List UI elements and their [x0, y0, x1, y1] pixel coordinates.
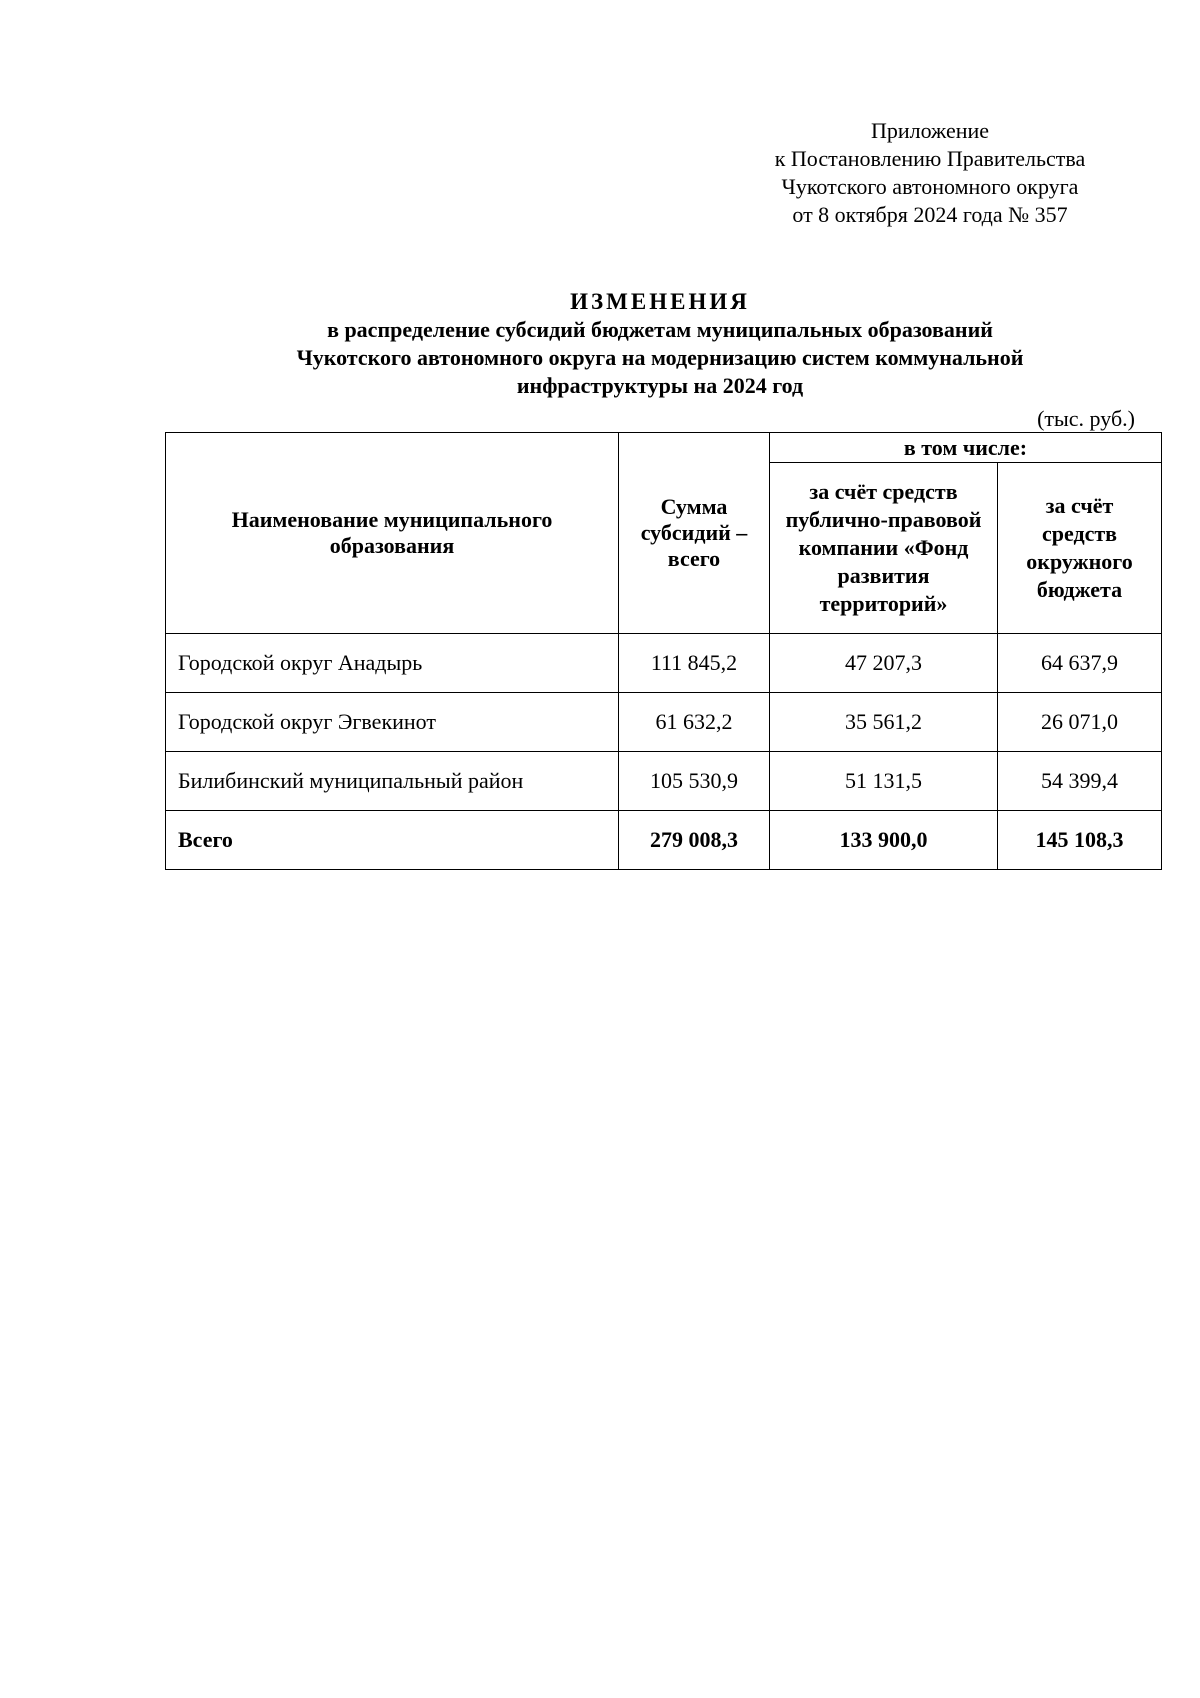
units-label: (тыс. руб.): [1037, 406, 1135, 431]
appendix-line: от 8 октября 2024 года № 357: [792, 202, 1068, 227]
header-fund: за счёт средств публично-правовой компании «Фонд развития территорий»: [770, 463, 998, 634]
appendix-line: Чукотского автономного округа: [781, 174, 1079, 199]
cell-district: 64 637,9: [998, 634, 1162, 693]
cell-name: Билибинский муниципальный район: [166, 752, 619, 811]
header-district: за счёт средств окружного бюджета: [998, 463, 1162, 634]
title-line: Чукотского автономного округа на модернизацию систем коммунальной: [296, 345, 1024, 370]
total-label: Всего: [166, 811, 619, 870]
cell-total: 111 845,2: [619, 634, 770, 693]
cell-fund: 51 131,5: [770, 752, 998, 811]
subsidy-table: [165, 432, 1162, 870]
header-total: Сумма субсидий – всего: [619, 433, 770, 634]
total-district: 145 108,3: [998, 811, 1162, 870]
title-line: в распределение субсидий бюджетам муниципальных образований: [327, 317, 993, 342]
total-fund: 133 900,0: [770, 811, 998, 870]
table-row: [166, 634, 1162, 693]
cell-fund: 35 561,2: [770, 693, 998, 752]
cell-total: 61 632,2: [619, 693, 770, 752]
appendix-line: к Постановлению Правительства: [774, 146, 1086, 171]
title-line: инфраструктуры на 2024 год: [516, 373, 804, 398]
total-sum: 279 008,3: [619, 811, 770, 870]
header-including: в том числе:: [770, 433, 1162, 463]
table-header-row: [166, 433, 1162, 463]
cell-name: Городской округ Анадырь: [166, 634, 619, 693]
document-title: [190, 288, 1130, 400]
cell-district: 26 071,0: [998, 693, 1162, 752]
cell-name: Городской округ Эгвекинот: [166, 693, 619, 752]
cell-total: 105 530,9: [619, 752, 770, 811]
cell-district: 54 399,4: [998, 752, 1162, 811]
table-row: [166, 752, 1162, 811]
title-heading: ИЗМЕНЕНИЯ: [570, 289, 750, 314]
table-total-row: [166, 811, 1162, 870]
appendix-line: Приложение: [870, 118, 990, 143]
table-row: [166, 693, 1162, 752]
header-name: Наименование муниципального образования: [166, 433, 619, 634]
cell-fund: 47 207,3: [770, 634, 998, 693]
appendix-block: [720, 117, 1140, 229]
